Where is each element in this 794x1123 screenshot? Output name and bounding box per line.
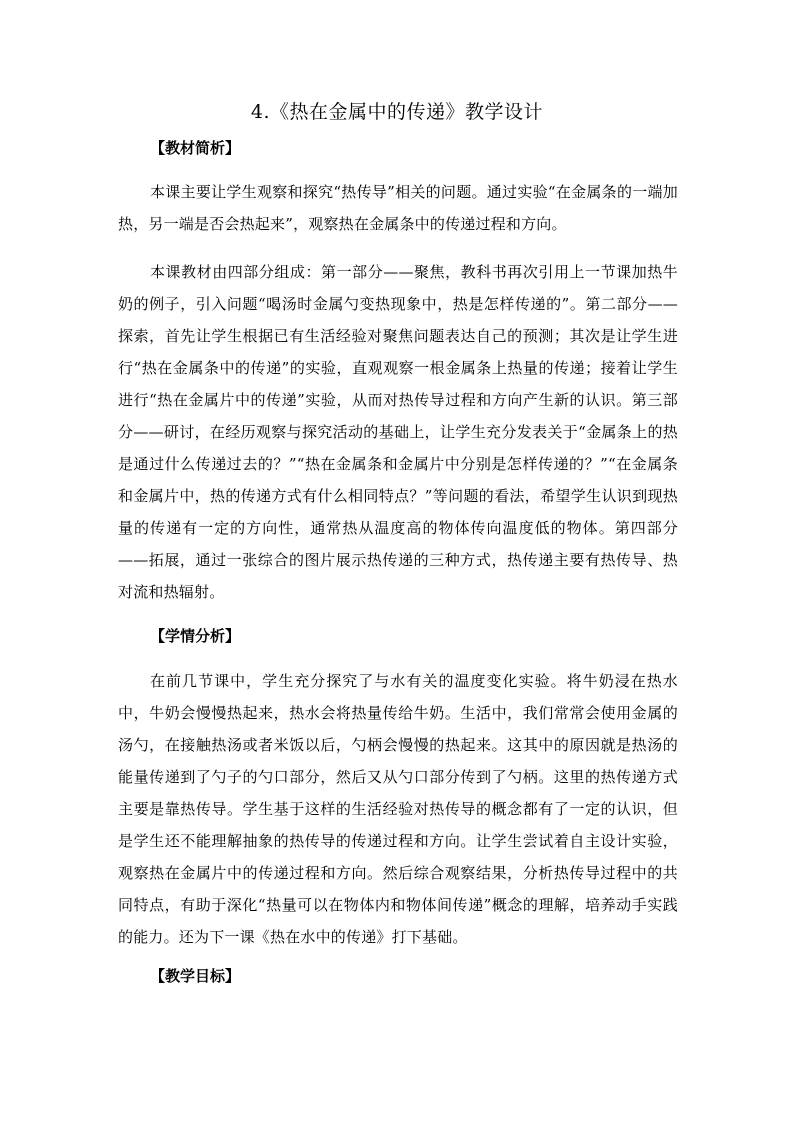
section-heading-teaching-objectives: 【教学目标】 xyxy=(150,967,241,985)
section-heading-textbook-analysis: 【教材简析】 xyxy=(150,139,241,157)
document-title: 4.《热在金属中的传递》教学设计 xyxy=(250,101,544,123)
textbook-analysis-paragraph-2: 本课教材由四部分组成：第一部分——聚焦，教科书再次引用上一节课加热牛奶的例子，引入问题“喝汤时金属勺变热现象中，热是怎样传递的”。第二部分——探索，首先让学生根据已有生活经验对聚焦问题表达自己的预测；其次是让学生进行“热在金属条中的传递”的实验，直观观察一根金属条上热量的传递；接着让学生进行“热在金属片中的传递”实验，从而对热传导过程和方向产生新的认识。第三部分——研讨，在经历观察与探究活动的基础上，让学生充分发表关于“金属条上的热是通过什么传递过去的？”“热在金属条和金属片中分别是怎样传递的？”“在金属条和金属片中，热的传递方式有什么相同特点？”等问题的看法，希望学生认识到现热量的传递有一定的方向性，通常热从温度高的物体传向温度低的物体。第四部分——拓展，通过一张综合的图片展示热传递的三种方式，热传递主要有热传导、热对流和热辐射。 xyxy=(118,263,678,601)
learner-analysis-paragraph-1: 在前几节课中，学生充分探究了与水有关的温度变化实验。将牛奶浸在热水中，牛奶会慢慢热起来，热水会将热量传给牛奶。生活中，我们常常会使用金属的汤勺，在接触热汤或者米饭以后，勺柄会慢慢的热起来。这其中的原因就是热汤的能量传递到了勺子的勺口部分，然后又从勺口部分传到了勺柄。这里的热传递方式主要是靠热传导。学生基于这样的生活经验对热传导的概念都有了一定的认识，但是学生还不能理解抽象的热传导的传递过程和方向。让学生尝试着自主设计实验，观察热在金属片中的传递过程和方向。然后综合观察结果，分析热传导过程中的共同特点，有助于深化“热量可以在物体内和物体间传递”概念的理解，培养动手实践的能力。还为下一课《热在水中的传递》打下基础。 xyxy=(118,672,678,946)
textbook-analysis-paragraph-1: 本课主要让学生观察和探究“热传导”相关的问题。通过实验“在金属条的一端加热，另一端是否会热起来”，观察热在金属条中的传递过程和方向。 xyxy=(118,183,678,233)
section-heading-learner-analysis: 【学情分析】 xyxy=(150,627,241,645)
